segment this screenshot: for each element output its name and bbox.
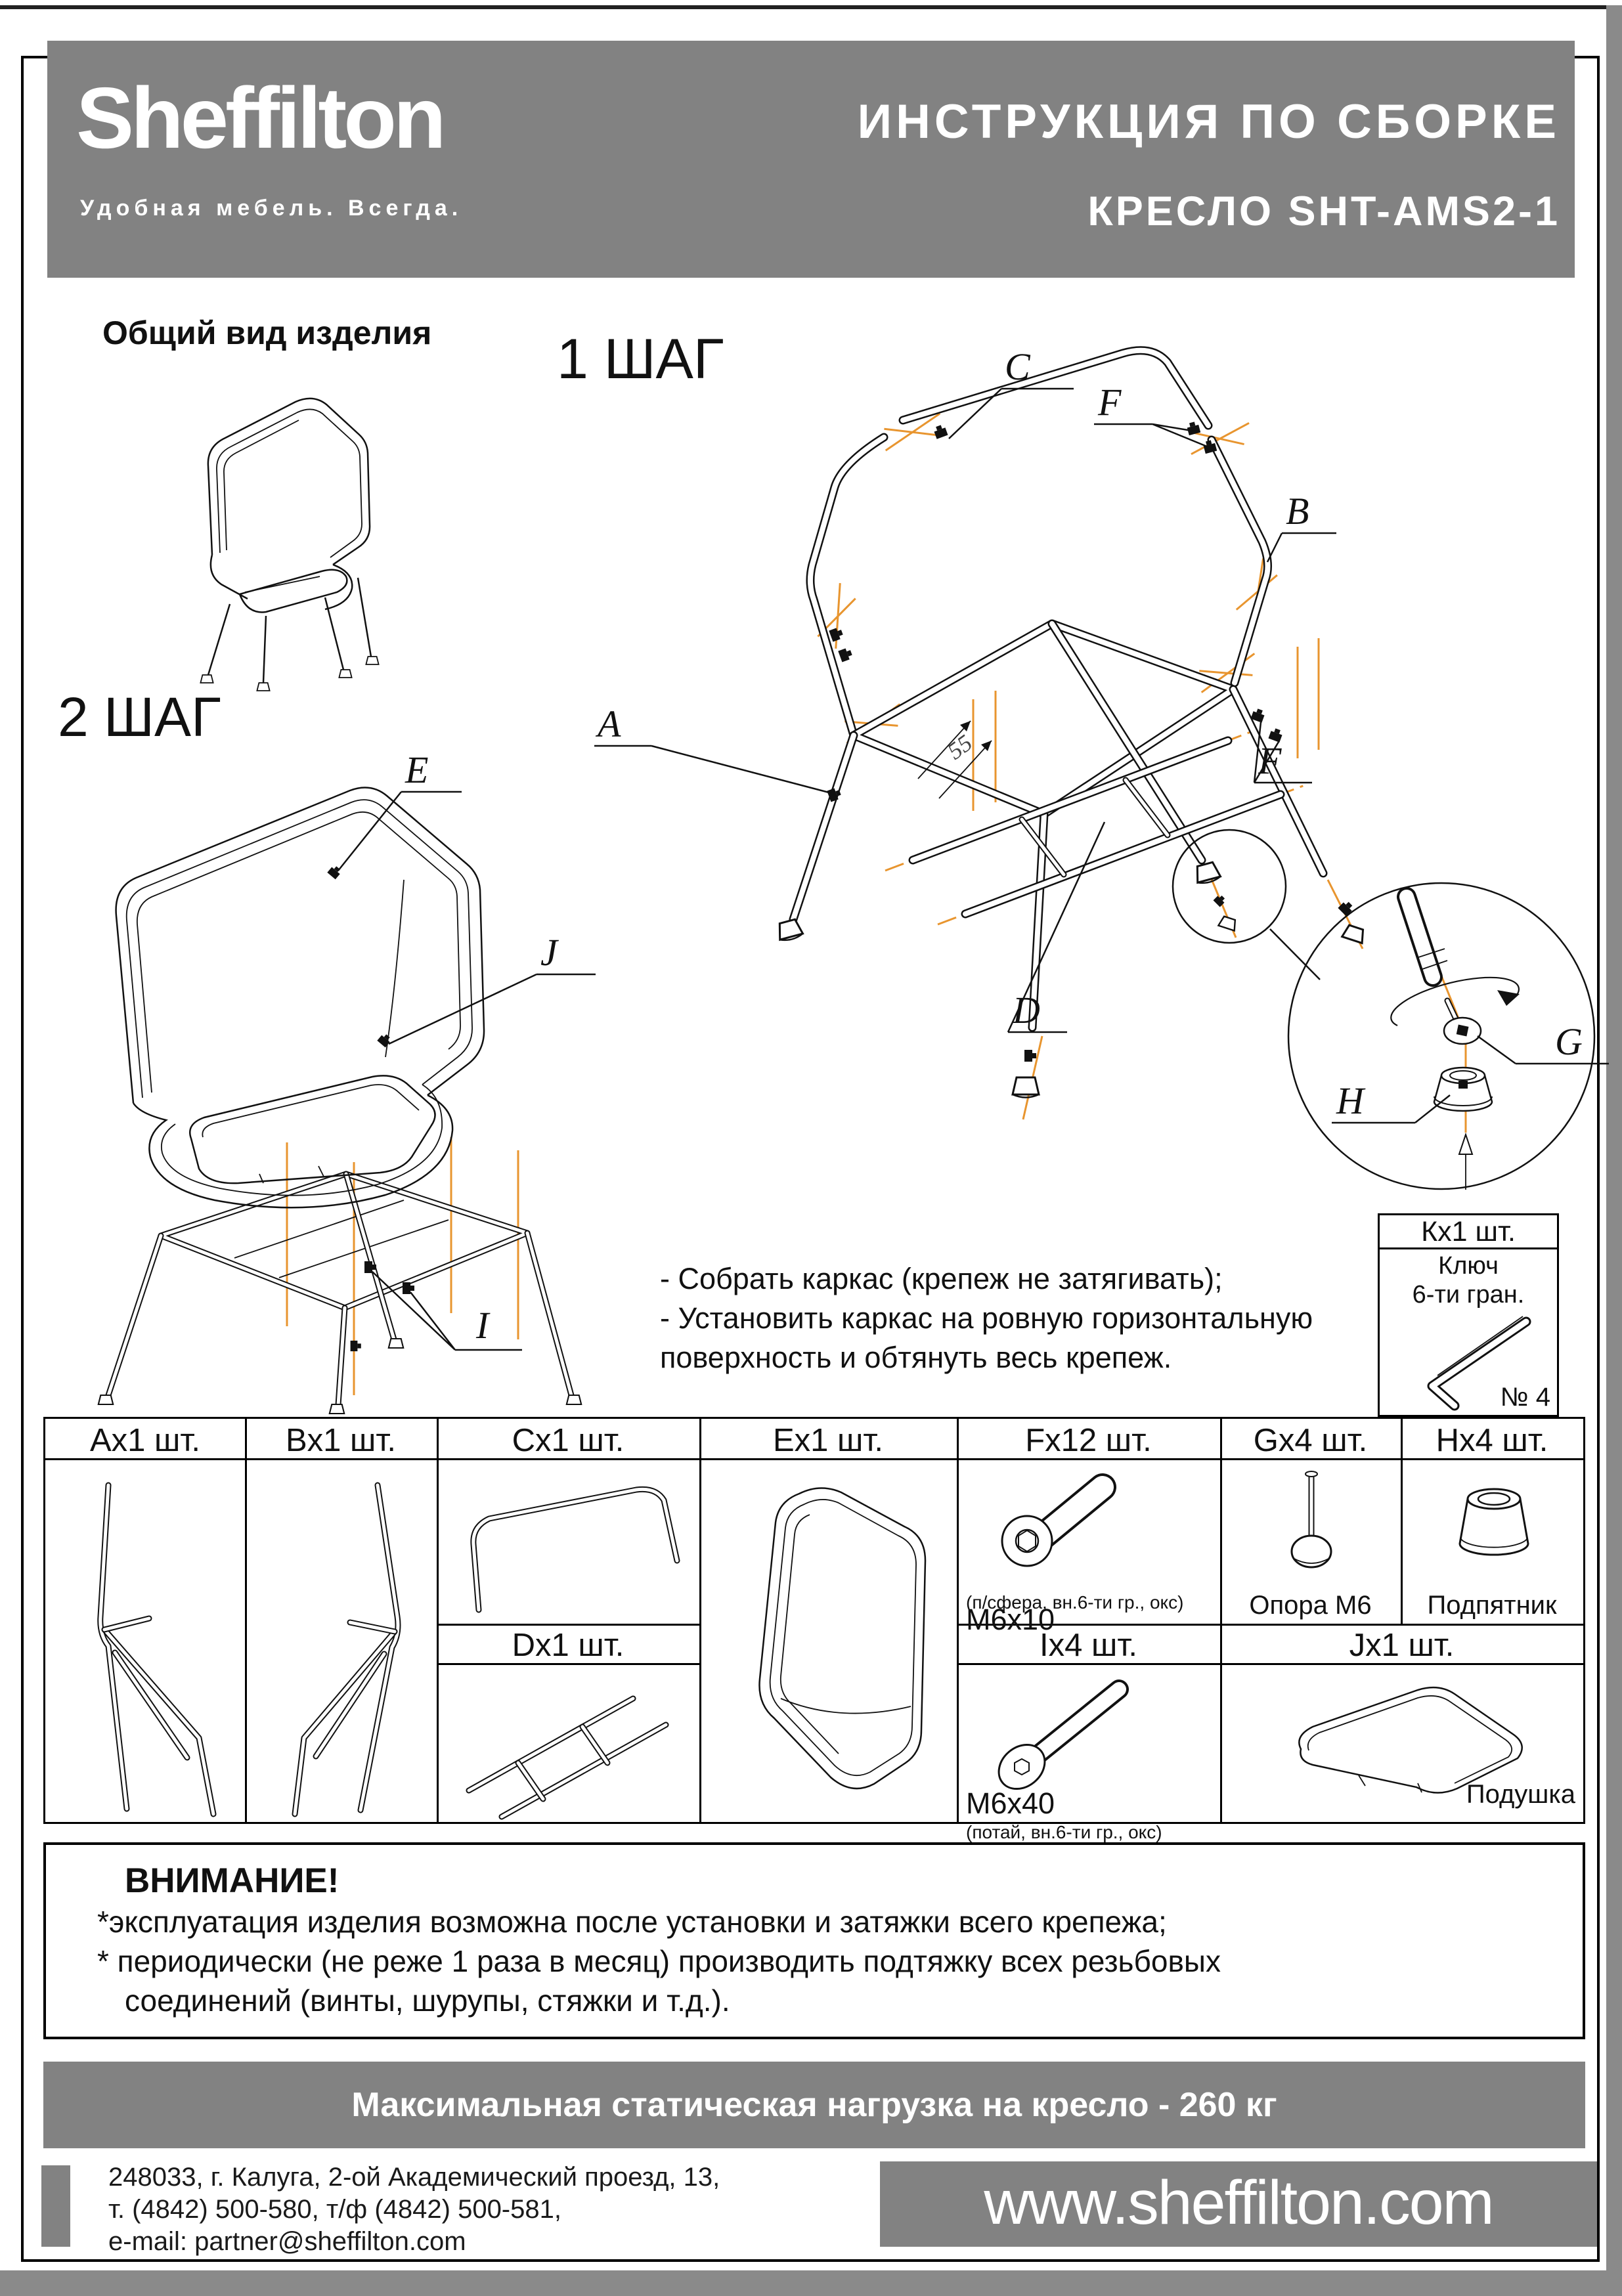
brand-logo: Sheffilton [76,70,443,166]
part-e-header: Ex1 шт. [773,1423,883,1458]
label-c: C [1005,345,1030,388]
grid-line [437,1624,701,1626]
label-g: G [1555,1020,1583,1063]
warning-box [43,1842,1585,2039]
grid-line [699,1419,701,1822]
part-d-drawing [439,1666,697,1820]
part-i-drawing [961,1670,1211,1775]
note-line-3: поверхность и обтянуть весь крепеж. [660,1341,1172,1374]
overview-chair-drawing [167,368,391,696]
warning-line-1: *эксплуатация изделия возможна после установки и затяжки всего крепежа; [97,1905,1167,1939]
warning-title: ВНИМАНИЕ! [125,1861,340,1900]
part-h-caption: Подпятник [1427,1591,1557,1620]
label-a: A [598,703,621,745]
label-f-top: F [1098,381,1122,423]
part-f-spec: (п/сфера, вн.6-ти гр., окс) [966,1592,1184,1613]
label-i: I [476,1304,489,1347]
address-line-1: 248033, г. Калуга, 2-ой Академический проезд, 13, [108,2163,720,2192]
part-g-drawing [1227,1465,1392,1576]
dimension-55: 55 [942,729,977,765]
hex-key-count: Кх1 шт. [1380,1215,1557,1249]
scan-edge-bottom [0,2270,1622,2296]
part-f-header: Fx12 шт. [1025,1423,1152,1458]
label-h: H [1336,1079,1364,1122]
step2-assembly-diagram [62,748,614,1412]
grid-line [957,1419,959,1822]
part-j-drawing [1260,1672,1549,1796]
part-c-drawing [439,1462,697,1624]
parts-table [43,1417,1585,1842]
address-line-2: т. (4842) 500-580, т/ф (4842) 500-581, [108,2195,561,2224]
grid-line [1220,1419,1222,1822]
step1-heading: 1 ШАГ [557,328,724,391]
part-i-caption: M6x40 [966,1787,1055,1820]
hex-key-size: № 4 [1500,1383,1550,1412]
footer-address [108,2161,720,2258]
part-h-drawing [1405,1465,1579,1570]
overview-heading: Общий вид изделия [102,314,432,351]
part-i-spec: (потай, вн.6-ти гр., окс) [966,1822,1162,1842]
part-e-drawing [702,1462,954,1820]
part-d-header: Dx1 шт. [512,1628,625,1663]
part-b-drawing [248,1462,435,1820]
grid-line [245,1419,247,1822]
part-g-caption: Опора М6 [1249,1591,1372,1620]
warning-line-2: * периодически (не реже 1 раза в месяц) производить подтяжку всех резьбовых [97,1944,1221,1978]
hex-key-name-2: 6-ти гран. [1412,1281,1525,1309]
assembly-notes [660,1259,1389,1377]
max-load-banner: Максимальная статическая нагрузка на кресло - 260 кг [43,2062,1585,2148]
part-a-header: Ax1 шт. [90,1423,200,1458]
header-banner [47,41,1575,278]
part-b-header: Bx1 шт. [286,1423,396,1458]
part-c-header: Cx1 шт. [512,1423,625,1458]
label-b: B [1286,490,1309,532]
part-j-caption: Подушка [1466,1780,1575,1809]
part-a-drawing [49,1462,241,1820]
label-j: J [540,931,558,974]
part-f-drawing [961,1462,1211,1561]
warning-line-3: соединений (винты, шурупы, стяжки и т.д.). [125,1983,730,2018]
part-j-header: Jx1 шт. [1349,1628,1455,1663]
doc-title: ИНСТРУКЦИЯ ПО СБОРКЕ [857,95,1560,148]
brand-tagline: Удобная мебель. Всегда. [80,196,463,221]
label-e: E [405,748,429,791]
product-title: КРЕСЛО SHT-AMS2-1 [1087,188,1560,234]
address-line-3: e-mail: partner@sheffilton.com [108,2227,466,2256]
part-f-caption: M6x10 [966,1603,1055,1636]
hex-key-drawing [1392,1307,1549,1393]
step1-exploded-diagram [545,315,1615,1202]
footer-accent-square [41,2165,70,2247]
label-f-right: F [1258,739,1282,782]
label-d: D [1013,989,1040,1031]
hex-key-box [1378,1213,1559,1417]
page-top-rule [0,5,1606,9]
hex-key-name-1: Ключ [1438,1252,1499,1280]
part-g-header: Gx4 шт. [1253,1423,1368,1458]
part-i-header: Ix4 шт. [1040,1628,1137,1663]
website-banner: www.sheffilton.com [880,2161,1597,2247]
part-h-header: Hx4 шт. [1436,1423,1548,1458]
note-line-1: - Собрать каркас (крепеж не затягивать); [660,1262,1223,1295]
step2-heading: 2 ШАГ [58,686,221,748]
grid-line [437,1419,439,1822]
note-line-2: - Установить каркас на ровную горизонтальную [660,1301,1313,1335]
